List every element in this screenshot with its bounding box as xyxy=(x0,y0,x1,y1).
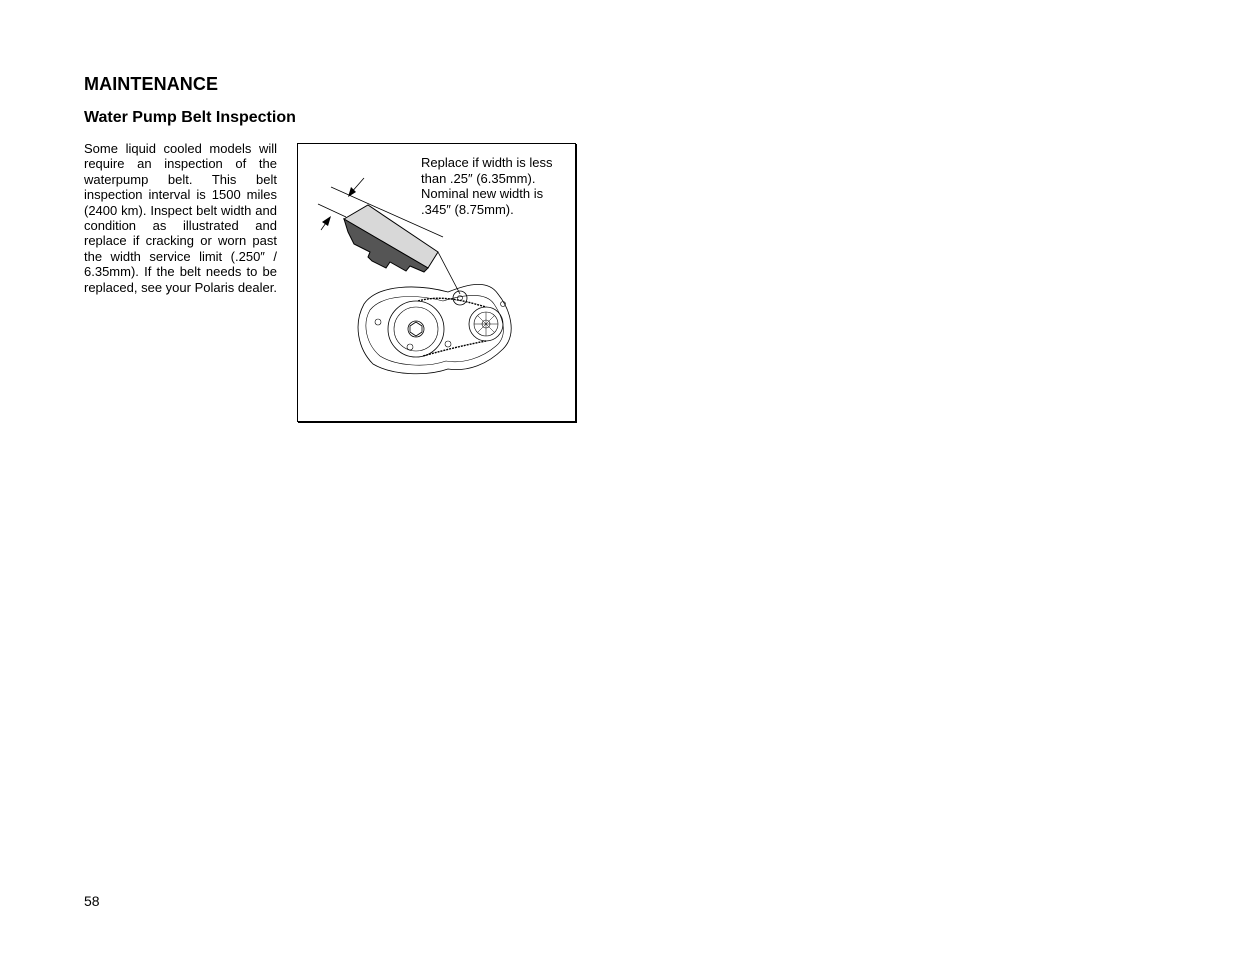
page-number: 58 xyxy=(84,893,100,909)
belt-inspection-figure xyxy=(297,143,576,422)
figure-caption: Replace if width is less than .25″ (6.35mm). Nominal new width is .345″ (8.75mm). xyxy=(421,155,553,217)
section-title: MAINTENANCE xyxy=(84,74,219,94)
subsection-title: Water Pump Belt Inspection xyxy=(84,109,296,126)
body-paragraph: Some liquid cooled models will require an inspection of the waterpump belt. This belt inspection interval is 1500 miles (2400 km). Inspect belt width and condition as illustrated and replace if cracking or worn past the width service limit (.250″ / 6.35mm). If the belt needs to be replaced, see your Polaris dealer. xyxy=(84,141,277,295)
